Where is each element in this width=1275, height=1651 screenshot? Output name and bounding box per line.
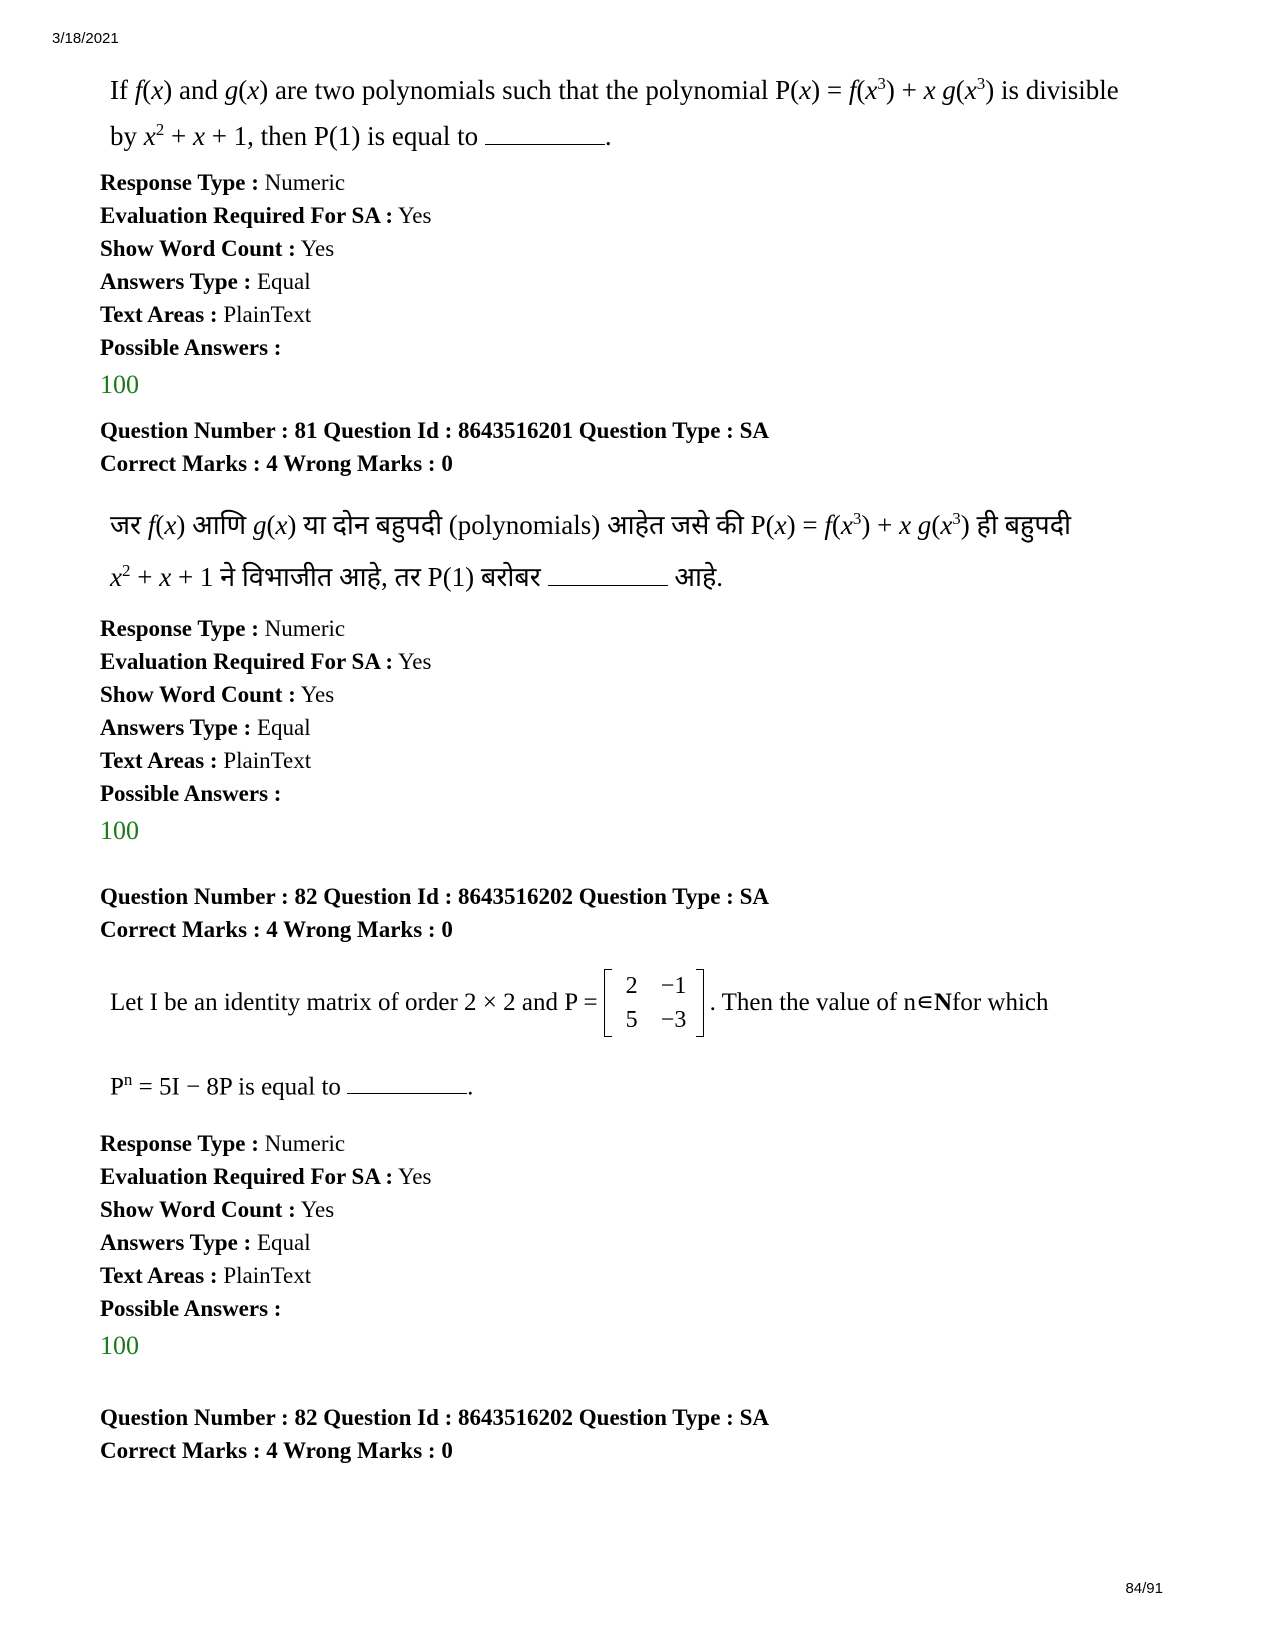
question-82-repeat-heading: Question Number : 82 Question Id : 8643516202 Question Type : SA [100, 1405, 769, 1430]
evaluation-required-value: Yes [398, 1164, 432, 1190]
text-areas-value: PlainText [223, 302, 312, 327]
possible-answer: 100 [100, 1331, 139, 1361]
question-81-meta: Response Type : Numeric Evaluation Required For SA : Yes Show Word Count : Yes Answers Type : Equal Text Areas : PlainText Possible Answers : 100 [100, 612, 1180, 850]
question-80-meta: Response Type : Numeric Evaluation Required For SA : Yes Show Word Count : Yes Answers Type : Equal Text Areas : PlainText Possible Answers : 100 [100, 166, 1180, 404]
possible-answer: 100 [100, 816, 139, 845]
response-type-value: Numeric [264, 170, 346, 195]
text-areas-value: PlainText [223, 748, 312, 773]
response-type-value: Numeric [264, 616, 346, 641]
matrix-p: 2 −1 5 −3 [604, 969, 704, 1037]
print-date: 3/18/2021 [52, 30, 119, 47]
answers-type-value: Equal [256, 1230, 311, 1256]
question-82-heading: Question Number : 82 Question Id : 8643516202 Question Type : SA [100, 884, 769, 909]
page-number: 84/91 [1125, 1580, 1163, 1597]
question-82-block [100, 880, 1180, 1365]
evaluation-required-value: Yes [398, 649, 432, 674]
question-82-repeat-block [100, 1401, 1180, 1467]
answer-blank [548, 565, 668, 586]
question-82-meta: Response Type : Numeric Evaluation Required For SA : Yes Show Word Count : Yes Answers Type : Equal Text Areas : PlainText Possible Answers : 100 [100, 1127, 1180, 1365]
show-word-count-value: Yes [300, 682, 335, 707]
question-81-heading: Question Number : 81 Question Id : 8643516201 Question Type : SA [100, 418, 769, 443]
show-word-count-value: Yes [300, 1197, 335, 1223]
evaluation-required-value: Yes [398, 203, 432, 228]
answer-blank [485, 124, 605, 145]
question-82-repeat-marks: Correct Marks : 4 Wrong Marks : 0 [100, 1438, 453, 1463]
answers-type-value: Equal [256, 715, 311, 740]
answer-blank [347, 1073, 467, 1094]
possible-answer: 100 [100, 370, 139, 399]
question-82-text: Let I be an identity matrix of order 2 × 2 and P = 2 −1 5 −3 . Then the value of n∊ N for which $P^n = 5I - 8P$ is equal to . [100, 964, 1180, 1107]
question-81-text: जर f(x) आणि g(x) या दोन बहुपदी (polynomials) आहेत जसे की $P(x) = f(x^3) + x$ $g(x^3)$ ही बहुपदी $x^2 + x + 1$ ने विभाजीत आहे, तर P(1) बरोबर आहे. [110, 509, 1072, 592]
show-word-count-value: Yes [300, 236, 335, 261]
question-81-block [100, 414, 1180, 850]
question-80-block [100, 64, 1180, 404]
text-areas-value: PlainText [223, 1263, 312, 1289]
question-80-text: If f(x) and g(x) are two polynomials such that the polynomial $P(x) = f(x^3) + x$ $g(x^3)$ is divisible by $x^2 + x + 1$, then P(1) is equal to . [110, 74, 1119, 151]
question-82-marks: Correct Marks : 4 Wrong Marks : 0 [100, 917, 453, 942]
answers-type-value: Equal [256, 269, 311, 294]
response-type-value: Numeric [264, 1131, 346, 1157]
question-81-marks: Correct Marks : 4 Wrong Marks : 0 [100, 451, 453, 476]
